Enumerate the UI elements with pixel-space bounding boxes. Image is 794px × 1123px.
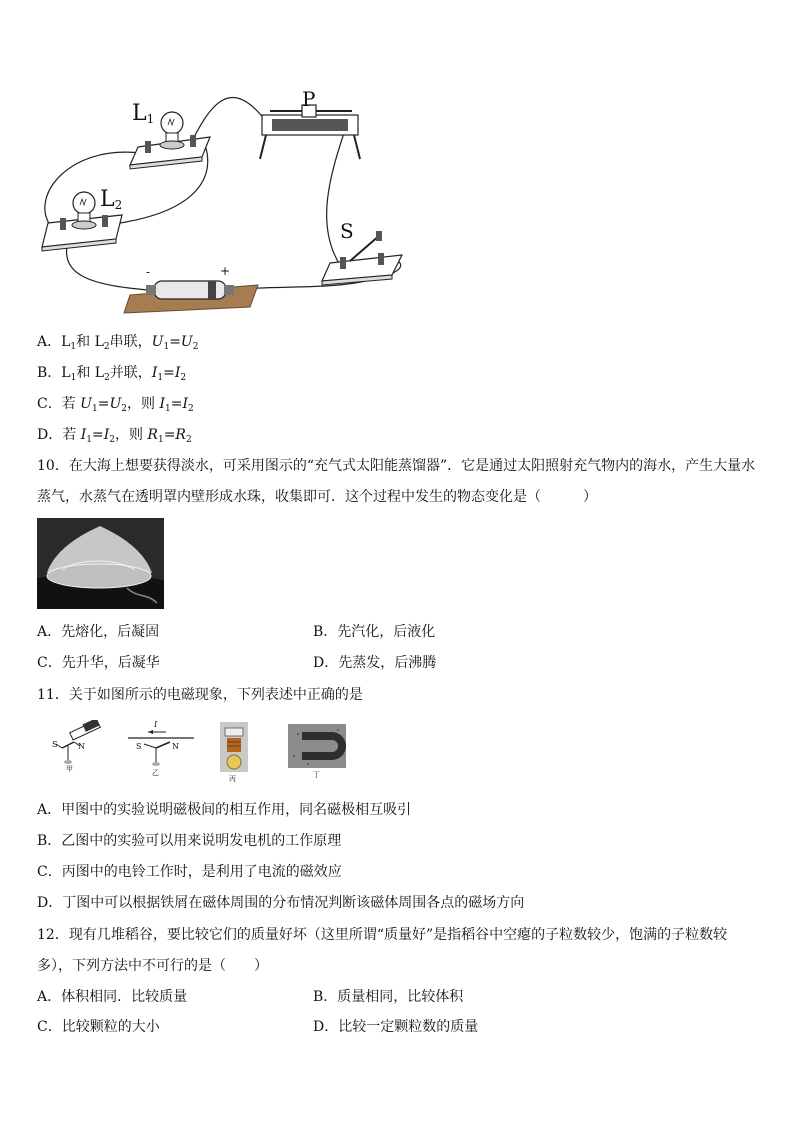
q9-option-d: D．若 $I_1=I_2$，则 $R_1=R_2$ — [37, 427, 192, 445]
solar-still-photo — [37, 518, 164, 609]
figure-yi — [126, 720, 196, 780]
q9-option-c: C．若 $U_1=U_2$，则 $I_1=I_2$ — [37, 396, 194, 414]
ding-caption: 丁 — [313, 771, 320, 779]
label-L2: $L_2$ — [100, 187, 123, 212]
q10-stem-line2: 蒸气，水蒸气在透明罩内壁形成水珠，收集即可．这个过程中发生的物态变化是（ ） — [37, 489, 597, 505]
q12-option-a: A．体积相同．比较质量 — [37, 989, 188, 1005]
label-plus: + — [220, 264, 231, 278]
circuit-figure — [30, 85, 410, 315]
jia-caption: 甲 — [66, 765, 73, 773]
label-S: S — [340, 219, 354, 243]
q11-option-b: B．乙图中的实验可以用来说明发电机的工作原理 — [37, 833, 342, 849]
figure-jia — [52, 720, 108, 776]
jia-s-label: S — [52, 740, 58, 749]
q10-option-a: A．先熔化，后凝固 — [37, 624, 160, 640]
q12-option-b: B．质量相同，比较体积 — [313, 989, 464, 1005]
q11-option-d: D．丁图中可以根据铁屑在磁体周围的分布情况判断该磁体周围各点的磁场方向 — [37, 895, 525, 911]
q11-stem: 11．关于如图所示的电磁现象，下列表述中正确的是 — [37, 687, 363, 703]
yi-s-label: S — [136, 742, 142, 751]
figure-bing — [220, 722, 248, 782]
circuit-diagram — [30, 85, 410, 315]
q9-option-a: A．$L_1$和 $L_2$串联，$U_1=U_2$ — [37, 334, 199, 352]
label-minus: - — [146, 265, 151, 279]
q12-option-c: C．比较颗粒的大小 — [37, 1019, 160, 1035]
bing-caption: 丙 — [229, 775, 236, 783]
q12-option-d: D．比较一定颗粒数的质量 — [313, 1019, 479, 1035]
q10-stem-line1: 10．在大海上想要获得淡水，可采用图示的“充气式太阳能蒸馏器”．它是通过太阳照射充气物内的海水，产生大量水 — [37, 458, 756, 474]
yi-caption: 乙 — [152, 769, 159, 777]
q11-option-c: C．丙图中的电铃工作时，是利用了电流的磁效应 — [37, 864, 342, 880]
label-L1: $L_1$ — [132, 101, 155, 126]
yi-i-label: I — [154, 720, 158, 729]
figure-ding — [288, 724, 346, 780]
q10-option-b: B．先汽化，后液化 — [313, 624, 436, 640]
q10-option-c: C．先升华，后凝华 — [37, 655, 160, 671]
switch-S — [322, 231, 402, 285]
q12-stem-line1: 12．现有几堆稻谷，要比较它们的质量好坏（这里所谓“质量好”是指稻谷中空瘪的子粒数较少，饱满的子粒数较 — [37, 927, 728, 943]
rheostat-P — [260, 105, 360, 159]
q11-option-a: A．甲图中的实验说明磁极间的相互作用，同名磁极相互吸引 — [37, 802, 412, 818]
q10-option-d: D．先蒸发，后沸腾 — [313, 655, 437, 671]
label-P: P — [302, 87, 316, 111]
battery — [124, 281, 258, 313]
q9-option-b: B．$L_1$和 $L_2$并联，$I_1=I_2$ — [37, 365, 187, 383]
jia-n-label: N — [78, 742, 85, 751]
q12-stem-line2: 多），下列方法中不可行的是（ ） — [37, 958, 268, 974]
yi-n-label: N — [172, 742, 179, 751]
